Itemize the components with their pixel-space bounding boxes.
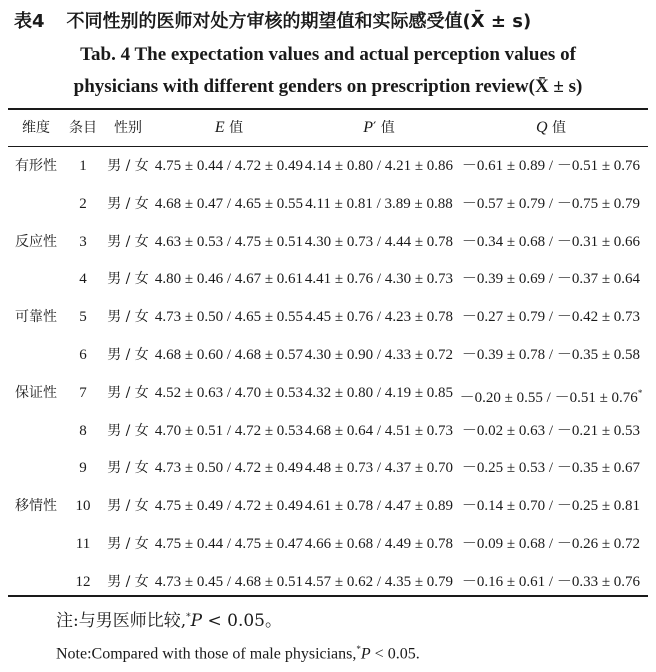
row-q-value: [454, 341, 648, 369]
row-p-value: [304, 341, 454, 369]
row-q-value: [454, 492, 648, 520]
row-item: [64, 454, 102, 482]
row-item-text: 10: [75, 498, 91, 514]
row-gender: [102, 190, 154, 218]
row-q-value-text: －0.57 ± 0.79 / －0.75 ± 0.79: [461, 196, 641, 212]
row-item: [64, 492, 102, 520]
row-q-value-text: －0.02 ± 0.63 / －0.21 ± 0.53: [461, 423, 641, 439]
row-item-text: 11: [75, 536, 91, 552]
row-p-value-text: 4.41 ± 0.76 / 4.30 ± 0.73: [304, 271, 454, 287]
row-p-value-text: 4.68 ± 0.64 / 4.51 ± 0.73: [304, 423, 454, 439]
row-e-value: [154, 454, 304, 482]
row-p-value-text: 4.66 ± 0.68 / 4.49 ± 0.78: [304, 536, 454, 552]
row-gender: [102, 265, 154, 293]
row-gender-text: 男 / 女: [107, 196, 149, 212]
row-e-value-text: 4.75 ± 0.49 / 4.72 ± 0.49: [154, 498, 304, 514]
row-gender-text: 男 / 女: [107, 385, 149, 401]
row-q-value: [454, 265, 648, 293]
row-dimension: [8, 492, 64, 520]
row-q-value: [454, 152, 648, 180]
row-item-text: 5: [79, 309, 87, 325]
row-q-value: [454, 379, 648, 407]
table-note-en: [56, 644, 420, 663]
table-title-cn-text: 不同性别的医师对处方审核的期望值和实际感受值(X̄ ± s): [66, 11, 532, 32]
table-label-cn: 表4: [14, 11, 45, 32]
row-e-value: [154, 265, 304, 293]
row-gender-text: 男 / 女: [107, 498, 149, 514]
row-p-value-text: 4.11 ± 0.81 / 3.89 ± 0.88: [305, 196, 453, 212]
row-gender: [102, 454, 154, 482]
row-dimension: [8, 379, 64, 407]
note-cn-suffix: < 0.05。: [202, 611, 282, 631]
row-item: [64, 530, 102, 558]
row-item-text: 7: [79, 385, 87, 401]
table-title-en-line1: Tab. 4 The expectation values and actual perception values of: [80, 44, 576, 65]
row-gender-text: 男 / 女: [107, 347, 149, 363]
table-title-en-line2: physicians with different genders on prescription review(X̄ ± s): [73, 76, 583, 97]
row-q-value-text: －0.61 ± 0.89 / －0.51 ± 0.76: [461, 158, 641, 174]
row-dimension: [8, 530, 64, 558]
row-e-value-text: 4.68 ± 0.60 / 4.68 ± 0.57: [154, 347, 304, 363]
row-e-value: [154, 152, 304, 180]
row-gender-text: 男 / 女: [107, 574, 149, 590]
row-gender-text: 男 / 女: [107, 158, 149, 174]
row-dimension: [8, 228, 64, 256]
row-e-value: [154, 568, 304, 596]
row-item-text: 1: [79, 158, 87, 174]
row-gender-text: 男 / 女: [107, 423, 149, 439]
row-dimension: [8, 303, 64, 331]
row-item-text: 9: [79, 460, 87, 476]
row-e-value: [154, 492, 304, 520]
row-item: [64, 228, 102, 256]
row-dimension-text: 有形性: [15, 158, 57, 174]
row-gender: [102, 530, 154, 558]
row-q-value-text: －0.39 ± 0.69 / －0.37 ± 0.64: [461, 271, 641, 287]
row-p-value: [304, 379, 454, 407]
row-q-value: [454, 417, 648, 445]
row-item-text: 3: [79, 234, 87, 250]
row-q-value-text: －0.16 ± 0.61 / －0.33 ± 0.76: [461, 574, 641, 590]
row-q-value-text: －0.09 ± 0.68 / －0.26 ± 0.72: [461, 536, 641, 552]
row-item: [64, 417, 102, 445]
header-gender: 性别: [114, 120, 142, 136]
row-dimension: [8, 265, 64, 293]
row-q-value-text: －0.20 ± 0.55 / －0.51 ± 0.76: [459, 390, 638, 406]
row-e-value-text: 4.73 ± 0.50 / 4.65 ± 0.55: [154, 309, 304, 325]
table-top-rule: [8, 108, 648, 110]
row-p-value-text: 4.30 ± 0.90 / 4.33 ± 0.72: [304, 347, 454, 363]
row-p-value-text: 4.32 ± 0.80 / 4.19 ± 0.85: [304, 385, 454, 401]
row-item: [64, 379, 102, 407]
row-item-text: 12: [75, 574, 91, 590]
header-p-value: P′ 值: [363, 119, 395, 136]
row-p-value-text: 4.61 ± 0.78 / 4.47 ± 0.89: [304, 498, 454, 514]
row-p-value: [304, 190, 454, 218]
significance-mark: *: [637, 388, 643, 398]
row-e-value-text: 4.75 ± 0.44 / 4.72 ± 0.49: [154, 158, 304, 174]
row-e-value-text: 4.73 ± 0.45 / 4.68 ± 0.51: [154, 574, 304, 590]
row-q-value-text: －0.27 ± 0.79 / －0.42 ± 0.73: [461, 309, 641, 325]
table-title-cn: [14, 8, 644, 36]
header-p-suffix: 值: [380, 120, 395, 136]
row-q-value: [454, 530, 648, 558]
row-gender-text: 男 / 女: [107, 460, 149, 476]
header-q-suffix: 值: [552, 120, 566, 136]
row-q-value-text: －0.34 ± 0.68 / －0.31 ± 0.66: [461, 234, 641, 250]
row-item: [64, 152, 102, 180]
row-gender: [102, 152, 154, 180]
row-e-value: [154, 228, 304, 256]
row-gender: [102, 492, 154, 520]
row-gender-text: 男 / 女: [107, 536, 149, 552]
row-e-value-text: 4.68 ± 0.47 / 4.65 ± 0.55: [154, 196, 304, 212]
row-q-value-text: －0.25 ± 0.53 / －0.35 ± 0.67: [461, 460, 641, 476]
row-e-value-text: 4.80 ± 0.46 / 4.67 ± 0.61: [154, 271, 304, 287]
header-dimension: 维度: [22, 120, 50, 136]
table-header-rule: [8, 146, 648, 147]
row-gender-text: 男 / 女: [107, 309, 149, 325]
row-item-text: 2: [79, 196, 87, 212]
row-dimension: [8, 417, 64, 445]
row-item: [64, 303, 102, 331]
row-item: [64, 568, 102, 596]
note-en-stat: P: [360, 645, 371, 663]
row-e-value: [154, 303, 304, 331]
row-p-value: [304, 454, 454, 482]
row-dimension-text: 可靠性: [15, 309, 57, 325]
row-gender: [102, 303, 154, 331]
row-item-text: 6: [79, 347, 87, 363]
table-bottom-rule: [8, 595, 648, 597]
row-dimension: [8, 454, 64, 482]
row-e-value: [154, 530, 304, 558]
header-q-symbol: Q: [535, 119, 548, 136]
row-q-value-text: －0.14 ± 0.70 / －0.25 ± 0.81: [461, 498, 641, 514]
row-p-value-text: 4.45 ± 0.76 / 4.23 ± 0.78: [304, 309, 454, 325]
row-gender-text: 男 / 女: [107, 271, 149, 287]
row-gender: [102, 379, 154, 407]
row-q-value: [454, 454, 648, 482]
row-item: [64, 341, 102, 369]
row-gender: [102, 228, 154, 256]
row-dimension: [8, 152, 64, 180]
row-dimension: [8, 190, 64, 218]
row-e-value: [154, 379, 304, 407]
row-p-value: [304, 303, 454, 331]
row-item-text: 8: [79, 423, 87, 439]
row-p-value: [304, 228, 454, 256]
note-cn-mark: *: [186, 612, 191, 623]
row-gender: [102, 341, 154, 369]
row-p-value: [304, 492, 454, 520]
table-note-cn: [56, 606, 282, 631]
row-p-value-text: 4.30 ± 0.73 / 4.44 ± 0.78: [304, 234, 454, 250]
row-e-value-text: 4.73 ± 0.50 / 4.72 ± 0.49: [154, 460, 304, 476]
row-p-value-text: 4.57 ± 0.62 / 4.35 ± 0.79: [304, 574, 454, 590]
row-q-value: [454, 568, 648, 596]
header-q-value: [454, 114, 648, 142]
row-gender-text: 男 / 女: [107, 234, 149, 250]
row-q-value: [454, 190, 648, 218]
row-e-value-text: 4.75 ± 0.44 / 4.75 ± 0.47: [154, 536, 304, 552]
row-e-value: [154, 341, 304, 369]
row-p-value-text: 4.14 ± 0.80 / 4.21 ± 0.86: [304, 158, 454, 174]
header-item: 条目: [69, 120, 97, 136]
row-p-value: [304, 265, 454, 293]
row-q-value: [454, 228, 648, 256]
header-p-symbol: P: [363, 119, 374, 136]
row-dimension: [8, 341, 64, 369]
header-e-symbol: E: [214, 119, 225, 136]
note-cn-stat: P: [190, 611, 203, 631]
row-e-value-text: 4.70 ± 0.51 / 4.72 ± 0.53: [154, 423, 304, 439]
note-en-prefix: Note:Compared with those of male physicians,: [56, 645, 357, 663]
row-p-value: [304, 568, 454, 596]
row-p-value: [304, 530, 454, 558]
note-en-suffix: < 0.05.: [370, 645, 420, 663]
row-p-value: [304, 152, 454, 180]
row-p-value: [304, 417, 454, 445]
row-e-value: [154, 190, 304, 218]
row-item: [64, 190, 102, 218]
row-dimension-text: 移情性: [15, 498, 57, 514]
row-e-value: [154, 417, 304, 445]
row-item: [64, 265, 102, 293]
note-cn-prefix: 注:与男医师比较,: [56, 611, 187, 631]
row-dimension: [8, 568, 64, 596]
row-gender: [102, 568, 154, 596]
row-item-text: 4: [79, 271, 87, 287]
row-dimension-text: 反应性: [15, 234, 57, 250]
row-q-value: [454, 303, 648, 331]
row-q-value-text: －0.39 ± 0.78 / －0.35 ± 0.58: [461, 347, 641, 363]
row-gender: [102, 417, 154, 445]
header-e-value: [154, 114, 304, 142]
note-en-mark: *: [356, 644, 361, 654]
row-dimension-text: 保证性: [15, 385, 57, 401]
row-e-value-text: 4.63 ± 0.53 / 4.75 ± 0.51: [154, 234, 304, 250]
row-p-value-text: 4.48 ± 0.73 / 4.37 ± 0.70: [304, 460, 454, 476]
row-e-value-text: 4.52 ± 0.63 / 4.70 ± 0.53: [154, 385, 304, 401]
header-e-suffix: 值: [229, 120, 244, 136]
